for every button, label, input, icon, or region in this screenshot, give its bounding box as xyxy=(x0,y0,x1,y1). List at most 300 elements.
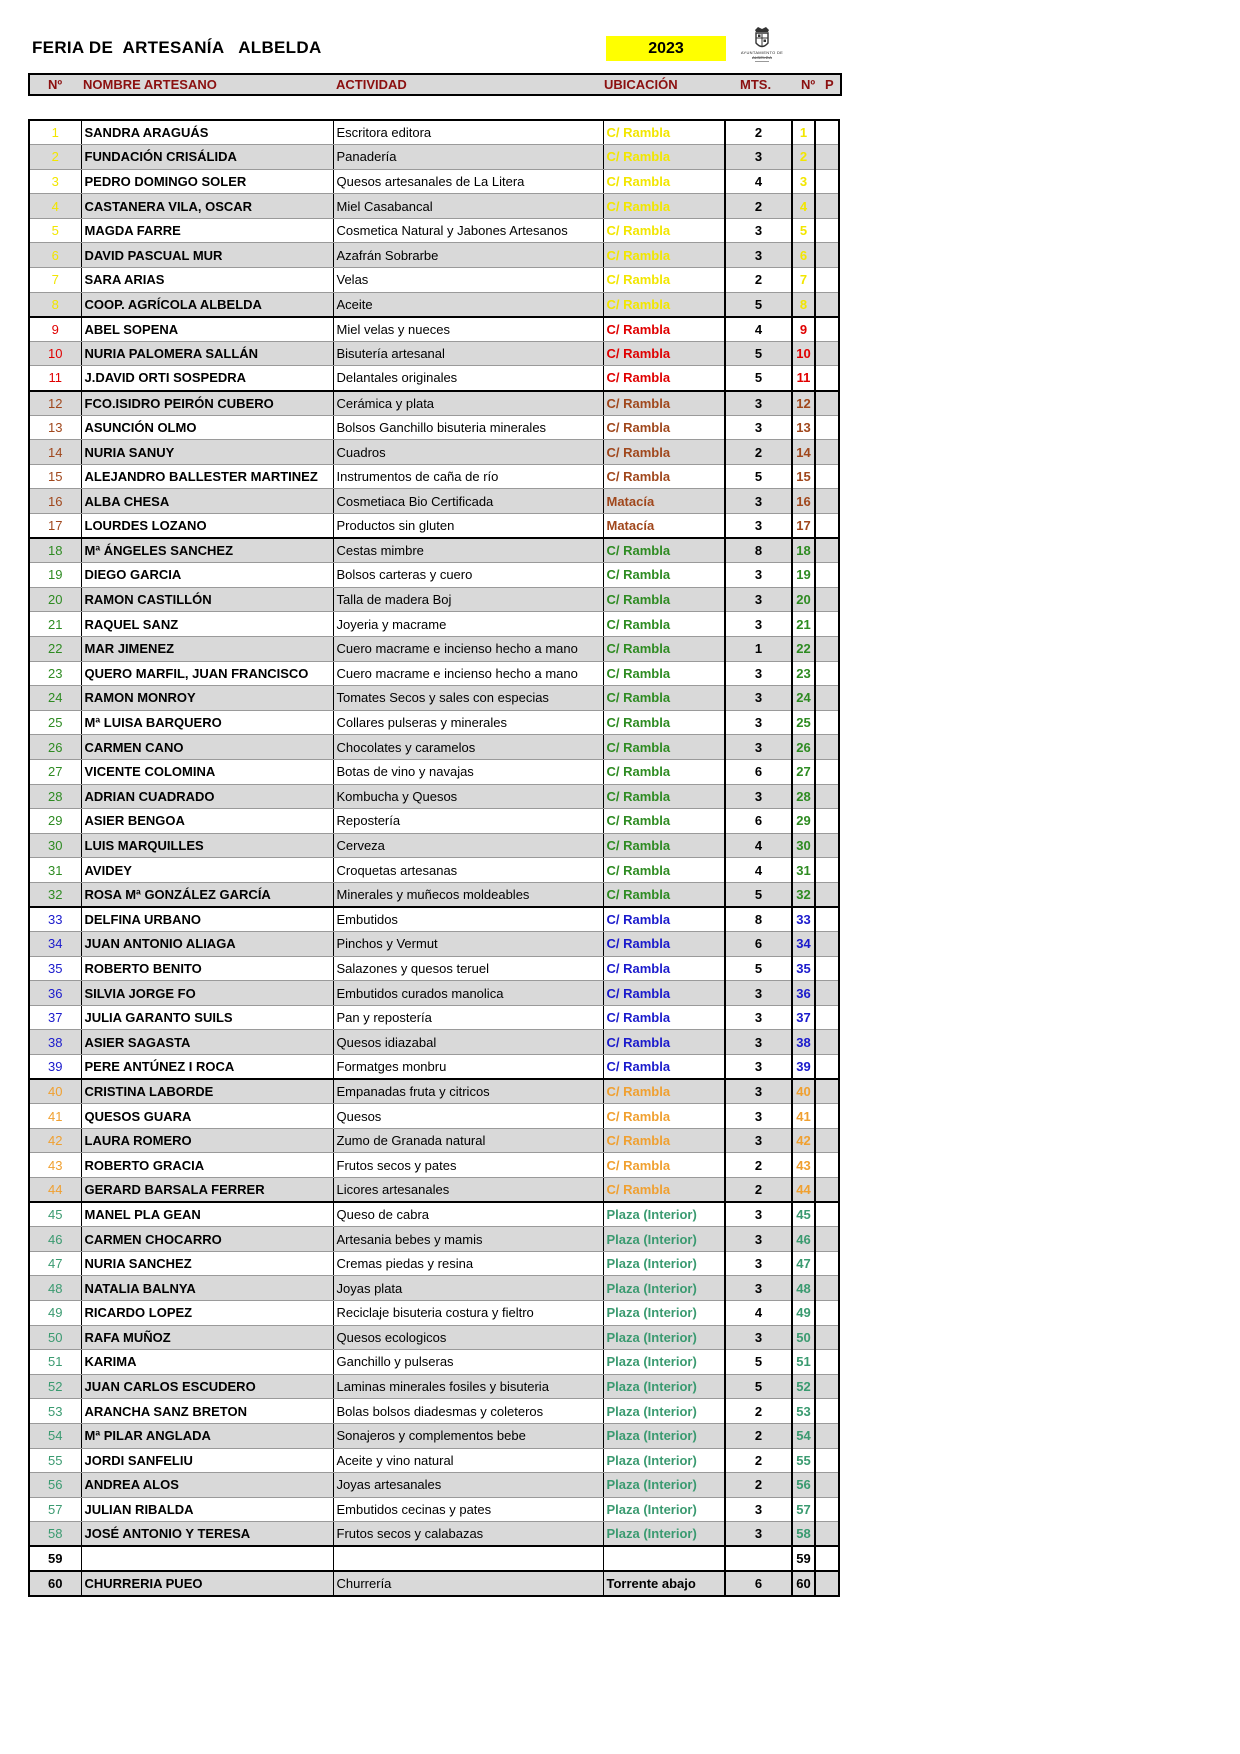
p-cell xyxy=(815,268,839,293)
p-cell xyxy=(815,1350,839,1375)
meters-cell: 3 xyxy=(725,587,792,612)
location-cell: C/ Rambla xyxy=(603,391,725,416)
row-number: 54 xyxy=(29,1423,81,1448)
meters-cell: 3 xyxy=(725,391,792,416)
row-number: 37 xyxy=(29,1005,81,1030)
meters-cell: 4 xyxy=(725,169,792,194)
table-row xyxy=(29,636,839,661)
meters-cell: 3 xyxy=(725,415,792,440)
row-number-right: 16 xyxy=(792,489,815,514)
activity-cell: Zumo de Granada natural xyxy=(333,1128,603,1153)
activity-cell: Escritora editora xyxy=(333,120,603,145)
row-number-right: 24 xyxy=(792,686,815,711)
artisan-name: ROBERTO BENITO xyxy=(81,956,333,981)
row-number-right: 33 xyxy=(792,907,815,932)
row-number: 27 xyxy=(29,759,81,784)
row-number-right: 25 xyxy=(792,710,815,735)
row-number: 33 xyxy=(29,907,81,932)
meters-cell: 3 xyxy=(725,1522,792,1547)
p-cell xyxy=(815,759,839,784)
location-cell: C/ Rambla xyxy=(603,1055,725,1080)
p-cell xyxy=(815,169,839,194)
meters-cell: 3 xyxy=(725,686,792,711)
meters-cell: 2 xyxy=(725,1423,792,1448)
activity-cell: Joyas plata xyxy=(333,1276,603,1301)
row-number-right: 51 xyxy=(792,1350,815,1375)
meters-cell: 3 xyxy=(725,1104,792,1129)
p-cell xyxy=(815,1571,839,1596)
row-number-right: 8 xyxy=(792,292,815,317)
row-number: 18 xyxy=(29,538,81,563)
row-number: 36 xyxy=(29,981,81,1006)
artisan-name: AVIDEY xyxy=(81,858,333,883)
artisan-name: DELFINA URBANO xyxy=(81,907,333,932)
meters-cell: 4 xyxy=(725,833,792,858)
table-row xyxy=(29,1571,839,1596)
location-cell: Plaza (Interior) xyxy=(603,1276,725,1301)
location-cell: C/ Rambla xyxy=(603,268,725,293)
artisan-name: JULIAN RIBALDA xyxy=(81,1497,333,1522)
location-cell: C/ Rambla xyxy=(603,759,725,784)
activity-cell: Cuero macrame e incienso hecho a mano xyxy=(333,661,603,686)
row-number: 9 xyxy=(29,317,81,342)
activity-cell: Cerámica y plata xyxy=(333,391,603,416)
p-cell xyxy=(815,1423,839,1448)
p-cell xyxy=(815,292,839,317)
header-activity: ACTIVIDAD xyxy=(336,77,407,92)
p-cell xyxy=(815,587,839,612)
row-number: 56 xyxy=(29,1473,81,1498)
p-cell xyxy=(815,1497,839,1522)
location-cell: C/ Rambla xyxy=(603,464,725,489)
location-cell: Plaza (Interior) xyxy=(603,1522,725,1547)
location-cell: C/ Rambla xyxy=(603,1030,725,1055)
table-row xyxy=(29,1374,839,1399)
row-number: 46 xyxy=(29,1227,81,1252)
artisan-name: CHURRERIA PUEO xyxy=(81,1571,333,1596)
location-cell: C/ Rambla xyxy=(603,1178,725,1203)
row-number-right: 32 xyxy=(792,882,815,907)
p-cell xyxy=(815,1104,839,1129)
header-num: Nº xyxy=(48,77,63,92)
activity-cell: Collares pulseras y minerales xyxy=(333,710,603,735)
artisan-name: RAMON MONROY xyxy=(81,686,333,711)
table-row xyxy=(29,538,839,563)
location-cell: C/ Rambla xyxy=(603,415,725,440)
location-cell xyxy=(603,1546,725,1571)
meters-cell: 4 xyxy=(725,858,792,883)
activity-cell: Cremas piedas y resina xyxy=(333,1251,603,1276)
header-meters: MTS. xyxy=(740,77,772,92)
table-row xyxy=(29,784,839,809)
meters-cell: 3 xyxy=(725,1079,792,1104)
table-row xyxy=(29,735,839,760)
activity-cell: Azafrán Sobrarbe xyxy=(333,243,603,268)
activity-cell: Cuero macrame e incienso hecho a mano xyxy=(333,636,603,661)
row-number: 44 xyxy=(29,1178,81,1203)
meters-cell: 1 xyxy=(725,636,792,661)
location-cell: Plaza (Interior) xyxy=(603,1325,725,1350)
artisan-name: JUAN ANTONIO ALIAGA xyxy=(81,932,333,957)
row-number-right: 59 xyxy=(792,1546,815,1571)
activity-cell: Chocolates y caramelos xyxy=(333,735,603,760)
artisan-name: KARIMA xyxy=(81,1350,333,1375)
activity-cell: Repostería xyxy=(333,809,603,834)
artisan-name: SANDRA ARAGUÁS xyxy=(81,120,333,145)
p-cell xyxy=(815,391,839,416)
p-cell xyxy=(815,1325,839,1350)
row-number: 10 xyxy=(29,341,81,366)
row-number-right: 45 xyxy=(792,1202,815,1227)
row-number: 15 xyxy=(29,464,81,489)
meters-cell: 3 xyxy=(725,145,792,170)
location-cell: C/ Rambla xyxy=(603,169,725,194)
row-number-right: 10 xyxy=(792,341,815,366)
location-cell: C/ Rambla xyxy=(603,710,725,735)
table-row xyxy=(29,194,839,219)
table-header xyxy=(28,73,842,96)
row-number-right: 23 xyxy=(792,661,815,686)
artisan-name: ABEL SOPENA xyxy=(81,317,333,342)
table-row xyxy=(29,1251,839,1276)
meters-cell: 3 xyxy=(725,1030,792,1055)
artisan-name: QUERO MARFIL, JUAN FRANCISCO xyxy=(81,661,333,686)
meters-cell: 3 xyxy=(725,489,792,514)
location-cell: Plaza (Interior) xyxy=(603,1448,725,1473)
header-name: NOMBRE ARTESANO xyxy=(83,77,217,92)
location-cell: C/ Rambla xyxy=(603,563,725,588)
meters-cell: 3 xyxy=(725,218,792,243)
artisan-name: FCO.ISIDRO PEIRÓN CUBERO xyxy=(81,391,333,416)
row-number-right: 14 xyxy=(792,440,815,465)
table-row xyxy=(29,1202,839,1227)
row-number-right: 37 xyxy=(792,1005,815,1030)
artisan-name: DIEGO GARCIA xyxy=(81,563,333,588)
row-number: 26 xyxy=(29,735,81,760)
row-number-right: 36 xyxy=(792,981,815,1006)
table-row xyxy=(29,1055,839,1080)
artisan-name: JULIA GARANTO SUILS xyxy=(81,1005,333,1030)
table-row xyxy=(29,956,839,981)
row-number-right: 4 xyxy=(792,194,815,219)
row-number-right: 31 xyxy=(792,858,815,883)
table-row xyxy=(29,317,839,342)
artisan-name: NURIA SANCHEZ xyxy=(81,1251,333,1276)
meters-cell: 2 xyxy=(725,1473,792,1498)
row-number-right: 49 xyxy=(792,1301,815,1326)
location-cell: C/ Rambla xyxy=(603,317,725,342)
table-row xyxy=(29,1276,839,1301)
p-cell xyxy=(815,341,839,366)
activity-cell: Bolas bolsos diadesmas y coleteros xyxy=(333,1399,603,1424)
activity-cell: Salazones y quesos teruel xyxy=(333,956,603,981)
location-cell: Torrente abajo xyxy=(603,1571,725,1596)
artisan-name: NATALIA BALNYA xyxy=(81,1276,333,1301)
meters-cell xyxy=(725,1546,792,1571)
row-number: 23 xyxy=(29,661,81,686)
meters-cell: 3 xyxy=(725,1005,792,1030)
row-number: 6 xyxy=(29,243,81,268)
p-cell xyxy=(815,1276,839,1301)
meters-cell: 2 xyxy=(725,1399,792,1424)
table-row xyxy=(29,514,839,539)
row-number: 25 xyxy=(29,710,81,735)
row-number: 50 xyxy=(29,1325,81,1350)
table-row xyxy=(29,1030,839,1055)
p-cell xyxy=(815,1178,839,1203)
meters-cell: 3 xyxy=(725,1276,792,1301)
artisan-name: ROBERTO GRACIA xyxy=(81,1153,333,1178)
location-cell: C/ Rambla xyxy=(603,882,725,907)
location-cell: C/ Rambla xyxy=(603,1104,725,1129)
table-row xyxy=(29,563,839,588)
activity-cell: Quesos ecologicos xyxy=(333,1325,603,1350)
table-row xyxy=(29,1128,839,1153)
row-number-right: 58 xyxy=(792,1522,815,1547)
location-cell: C/ Rambla xyxy=(603,907,725,932)
location-cell: C/ Rambla xyxy=(603,292,725,317)
row-number-right: 60 xyxy=(792,1571,815,1596)
p-cell xyxy=(815,1546,839,1571)
artisan-name: SILVIA JORGE FO xyxy=(81,981,333,1006)
artisan-name: NURIA PALOMERA SALLÁN xyxy=(81,341,333,366)
table-row xyxy=(29,1423,839,1448)
row-number: 14 xyxy=(29,440,81,465)
artisan-table xyxy=(28,119,840,1597)
row-number: 16 xyxy=(29,489,81,514)
table-row xyxy=(29,907,839,932)
location-cell: Matacía xyxy=(603,514,725,539)
activity-cell: Joyeria y macrame xyxy=(333,612,603,637)
artisan-name: ROSA Mª GONZÁLEZ GARCÍA xyxy=(81,882,333,907)
meters-cell: 5 xyxy=(725,882,792,907)
location-cell: Plaza (Interior) xyxy=(603,1227,725,1252)
p-cell xyxy=(815,489,839,514)
row-number-right: 7 xyxy=(792,268,815,293)
meters-cell: 3 xyxy=(725,1202,792,1227)
artisan-name: MANEL PLA GEAN xyxy=(81,1202,333,1227)
p-cell xyxy=(815,710,839,735)
table-row xyxy=(29,464,839,489)
row-number-right: 15 xyxy=(792,464,815,489)
p-cell xyxy=(815,440,839,465)
table-row xyxy=(29,1153,839,1178)
table-row xyxy=(29,882,839,907)
table-row xyxy=(29,858,839,883)
artisan-name: GERARD BARSALA FERRER xyxy=(81,1178,333,1203)
row-number-right: 38 xyxy=(792,1030,815,1055)
p-cell xyxy=(815,1522,839,1547)
row-number-right: 39 xyxy=(792,1055,815,1080)
artisan-name: LUIS MARQUILLES xyxy=(81,833,333,858)
artisan-name: PEDRO DOMINGO SOLER xyxy=(81,169,333,194)
meters-cell: 3 xyxy=(725,735,792,760)
row-number: 21 xyxy=(29,612,81,637)
p-cell xyxy=(815,1251,839,1276)
location-cell: Plaza (Interior) xyxy=(603,1301,725,1326)
row-number-right: 56 xyxy=(792,1473,815,1498)
artisan-name: JORDI SANFELIU xyxy=(81,1448,333,1473)
activity-cell: Cestas mimbre xyxy=(333,538,603,563)
p-cell xyxy=(815,636,839,661)
meters-cell: 4 xyxy=(725,1301,792,1326)
location-cell: C/ Rambla xyxy=(603,809,725,834)
artisan-name: FUNDACIÓN CRISÁLIDA xyxy=(81,145,333,170)
activity-cell: Aceite xyxy=(333,292,603,317)
meters-cell: 3 xyxy=(725,1128,792,1153)
activity-cell: Embutidos xyxy=(333,907,603,932)
p-cell xyxy=(815,956,839,981)
artisan-name: ASIER BENGOA xyxy=(81,809,333,834)
row-number-right: 18 xyxy=(792,538,815,563)
activity-cell: Queso de cabra xyxy=(333,1202,603,1227)
location-cell: C/ Rambla xyxy=(603,932,725,957)
artisan-name: CRISTINA LABORDE xyxy=(81,1079,333,1104)
row-number-right: 13 xyxy=(792,415,815,440)
meters-cell: 3 xyxy=(725,1497,792,1522)
meters-cell: 5 xyxy=(725,292,792,317)
artisan-name: J.DAVID ORTI SOSPEDRA xyxy=(81,366,333,391)
activity-cell: Cuadros xyxy=(333,440,603,465)
location-cell: C/ Rambla xyxy=(603,833,725,858)
table-row xyxy=(29,981,839,1006)
table-row xyxy=(29,932,839,957)
p-cell xyxy=(815,932,839,957)
row-number: 22 xyxy=(29,636,81,661)
activity-cell: Ganchillo y pulseras xyxy=(333,1350,603,1375)
row-number: 13 xyxy=(29,415,81,440)
row-number: 3 xyxy=(29,169,81,194)
row-number-right: 17 xyxy=(792,514,815,539)
row-number: 43 xyxy=(29,1153,81,1178)
table-row xyxy=(29,661,839,686)
table-row xyxy=(29,1448,839,1473)
location-cell: C/ Rambla xyxy=(603,956,725,981)
row-number-right: 22 xyxy=(792,636,815,661)
artisan-name xyxy=(81,1546,333,1571)
row-number: 51 xyxy=(29,1350,81,1375)
table-row xyxy=(29,833,839,858)
meters-cell: 3 xyxy=(725,710,792,735)
row-number: 41 xyxy=(29,1104,81,1129)
table-row xyxy=(29,243,839,268)
p-cell xyxy=(815,464,839,489)
meters-cell: 5 xyxy=(725,341,792,366)
row-number-right: 29 xyxy=(792,809,815,834)
table-row xyxy=(29,1497,839,1522)
activity-cell: Quesos idiazabal xyxy=(333,1030,603,1055)
table-row xyxy=(29,1473,839,1498)
meters-cell: 5 xyxy=(725,1374,792,1399)
row-number: 48 xyxy=(29,1276,81,1301)
p-cell xyxy=(815,317,839,342)
row-number: 34 xyxy=(29,932,81,957)
artisan-name: LAURA ROMERO xyxy=(81,1128,333,1153)
location-cell: Plaza (Interior) xyxy=(603,1399,725,1424)
activity-cell: Botas de vino y navajas xyxy=(333,759,603,784)
row-number-right: 48 xyxy=(792,1276,815,1301)
activity-cell: Velas xyxy=(333,268,603,293)
meters-cell: 8 xyxy=(725,907,792,932)
table-row xyxy=(29,1227,839,1252)
p-cell xyxy=(815,1399,839,1424)
activity-cell: Quesos artesanales de La Litera xyxy=(333,169,603,194)
location-cell: C/ Rambla xyxy=(603,341,725,366)
row-number-right: 27 xyxy=(792,759,815,784)
location-cell: C/ Rambla xyxy=(603,194,725,219)
table-row xyxy=(29,612,839,637)
row-number: 53 xyxy=(29,1399,81,1424)
row-number-right: 28 xyxy=(792,784,815,809)
artisan-name: ANDREA ALOS xyxy=(81,1473,333,1498)
activity-cell: Joyas artesanales xyxy=(333,1473,603,1498)
row-number: 39 xyxy=(29,1055,81,1080)
artisan-name: CARMEN CHOCARRO xyxy=(81,1227,333,1252)
location-cell: Plaza (Interior) xyxy=(603,1374,725,1399)
artisan-name: COOP. AGRÍCOLA ALBELDA xyxy=(81,292,333,317)
p-cell xyxy=(815,1005,839,1030)
row-number: 2 xyxy=(29,145,81,170)
p-cell xyxy=(815,735,839,760)
table-row xyxy=(29,759,839,784)
p-cell xyxy=(815,661,839,686)
document-title: FERIA DE ARTESANÍA ALBELDA xyxy=(32,38,322,57)
activity-cell: Frutos secos y pates xyxy=(333,1153,603,1178)
activity-cell: Kombucha y Quesos xyxy=(333,784,603,809)
table-row xyxy=(29,1005,839,1030)
table-row xyxy=(29,710,839,735)
table-row xyxy=(29,341,839,366)
location-cell: C/ Rambla xyxy=(603,440,725,465)
activity-cell: Pinchos y Vermut xyxy=(333,932,603,957)
meters-cell: 5 xyxy=(725,956,792,981)
meters-cell: 3 xyxy=(725,514,792,539)
row-number: 31 xyxy=(29,858,81,883)
activity-cell: Miel Casabancal xyxy=(333,194,603,219)
row-number: 7 xyxy=(29,268,81,293)
location-cell: C/ Rambla xyxy=(603,686,725,711)
meters-cell: 3 xyxy=(725,784,792,809)
meters-cell: 3 xyxy=(725,661,792,686)
artisan-name: Mª PILAR ANGLADA xyxy=(81,1423,333,1448)
meters-cell: 2 xyxy=(725,1153,792,1178)
p-cell xyxy=(815,1202,839,1227)
row-number: 19 xyxy=(29,563,81,588)
table-row xyxy=(29,120,839,145)
location-cell: Plaza (Interior) xyxy=(603,1251,725,1276)
table-row xyxy=(29,686,839,711)
artisan-name: QUESOS GUARA xyxy=(81,1104,333,1129)
location-cell: C/ Rambla xyxy=(603,784,725,809)
row-number-right: 11 xyxy=(792,366,815,391)
p-cell xyxy=(815,809,839,834)
table-row xyxy=(29,145,839,170)
row-number: 5 xyxy=(29,218,81,243)
p-cell xyxy=(815,120,839,145)
row-number-right: 19 xyxy=(792,563,815,588)
p-cell xyxy=(815,415,839,440)
location-cell: C/ Rambla xyxy=(603,243,725,268)
row-number-right: 30 xyxy=(792,833,815,858)
header-num2: Nº xyxy=(801,77,816,92)
activity-cell: Embutidos cecinas y pates xyxy=(333,1497,603,1522)
row-number-right: 57 xyxy=(792,1497,815,1522)
p-cell xyxy=(815,1227,839,1252)
location-cell: C/ Rambla xyxy=(603,1128,725,1153)
location-cell: C/ Rambla xyxy=(603,858,725,883)
row-number: 11 xyxy=(29,366,81,391)
row-number-right: 2 xyxy=(792,145,815,170)
